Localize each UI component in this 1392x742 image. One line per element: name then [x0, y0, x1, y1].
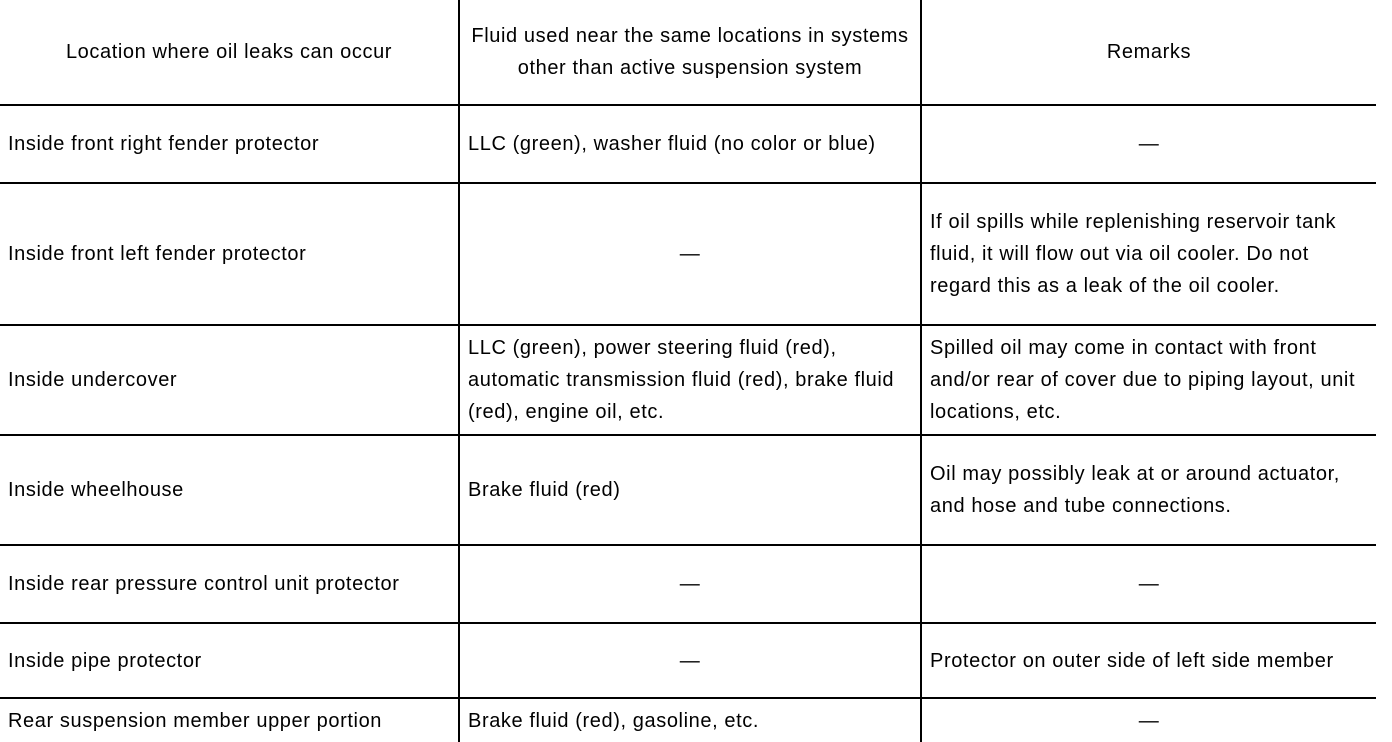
table-row: [0, 105, 1376, 183]
remarks-cell: Protector on outer side of left side member: [921, 623, 1376, 698]
remarks-cell: —: [921, 105, 1376, 183]
table-row: [0, 435, 1376, 545]
remarks-cell: Spilled oil may come in contact with front and/or rear of cover due to piping layout, unit locations, etc.: [921, 325, 1376, 435]
header-remarks: Remarks: [921, 0, 1376, 105]
header-location: Location where oil leaks can occur: [0, 0, 459, 105]
location-cell: Rear suspension member upper portion: [0, 698, 459, 742]
table-row: [0, 698, 1376, 742]
fluid-cell: —: [459, 183, 921, 325]
fluid-cell: —: [459, 623, 921, 698]
remarks-cell: —: [921, 698, 1376, 742]
header-fluid: Fluid used near the same locations in systems other than active suspension system: [459, 0, 921, 105]
location-cell: Inside wheelhouse: [0, 435, 459, 545]
location-cell: Inside pipe protector: [0, 623, 459, 698]
table-row: [0, 325, 1376, 435]
fluid-cell: Brake fluid (red), gasoline, etc.: [459, 698, 921, 742]
fluid-cell: LLC (green), washer fluid (no color or blue): [459, 105, 921, 183]
location-cell: Inside undercover: [0, 325, 459, 435]
remarks-cell: If oil spills while replenishing reservoir tank fluid, it will flow out via oil cooler. Do not regard this as a leak of the oil cooler.: [921, 183, 1376, 325]
location-cell: Inside front right fender protector: [0, 105, 459, 183]
location-cell: Inside rear pressure control unit protector: [0, 545, 459, 623]
fluid-cell: Brake fluid (red): [459, 435, 921, 545]
fluid-cell: LLC (green), power steering fluid (red), automatic transmission fluid (red), brake fluid (red), engine oil, etc.: [459, 325, 921, 435]
table-header-row: [0, 0, 1376, 105]
table-row: [0, 183, 1376, 325]
fluid-cell: —: [459, 545, 921, 623]
remarks-cell: Oil may possibly leak at or around actuator, and hose and tube connections.: [921, 435, 1376, 545]
table-row: [0, 545, 1376, 623]
location-cell: Inside front left fender protector: [0, 183, 459, 325]
table-row: [0, 623, 1376, 698]
remarks-cell: —: [921, 545, 1376, 623]
